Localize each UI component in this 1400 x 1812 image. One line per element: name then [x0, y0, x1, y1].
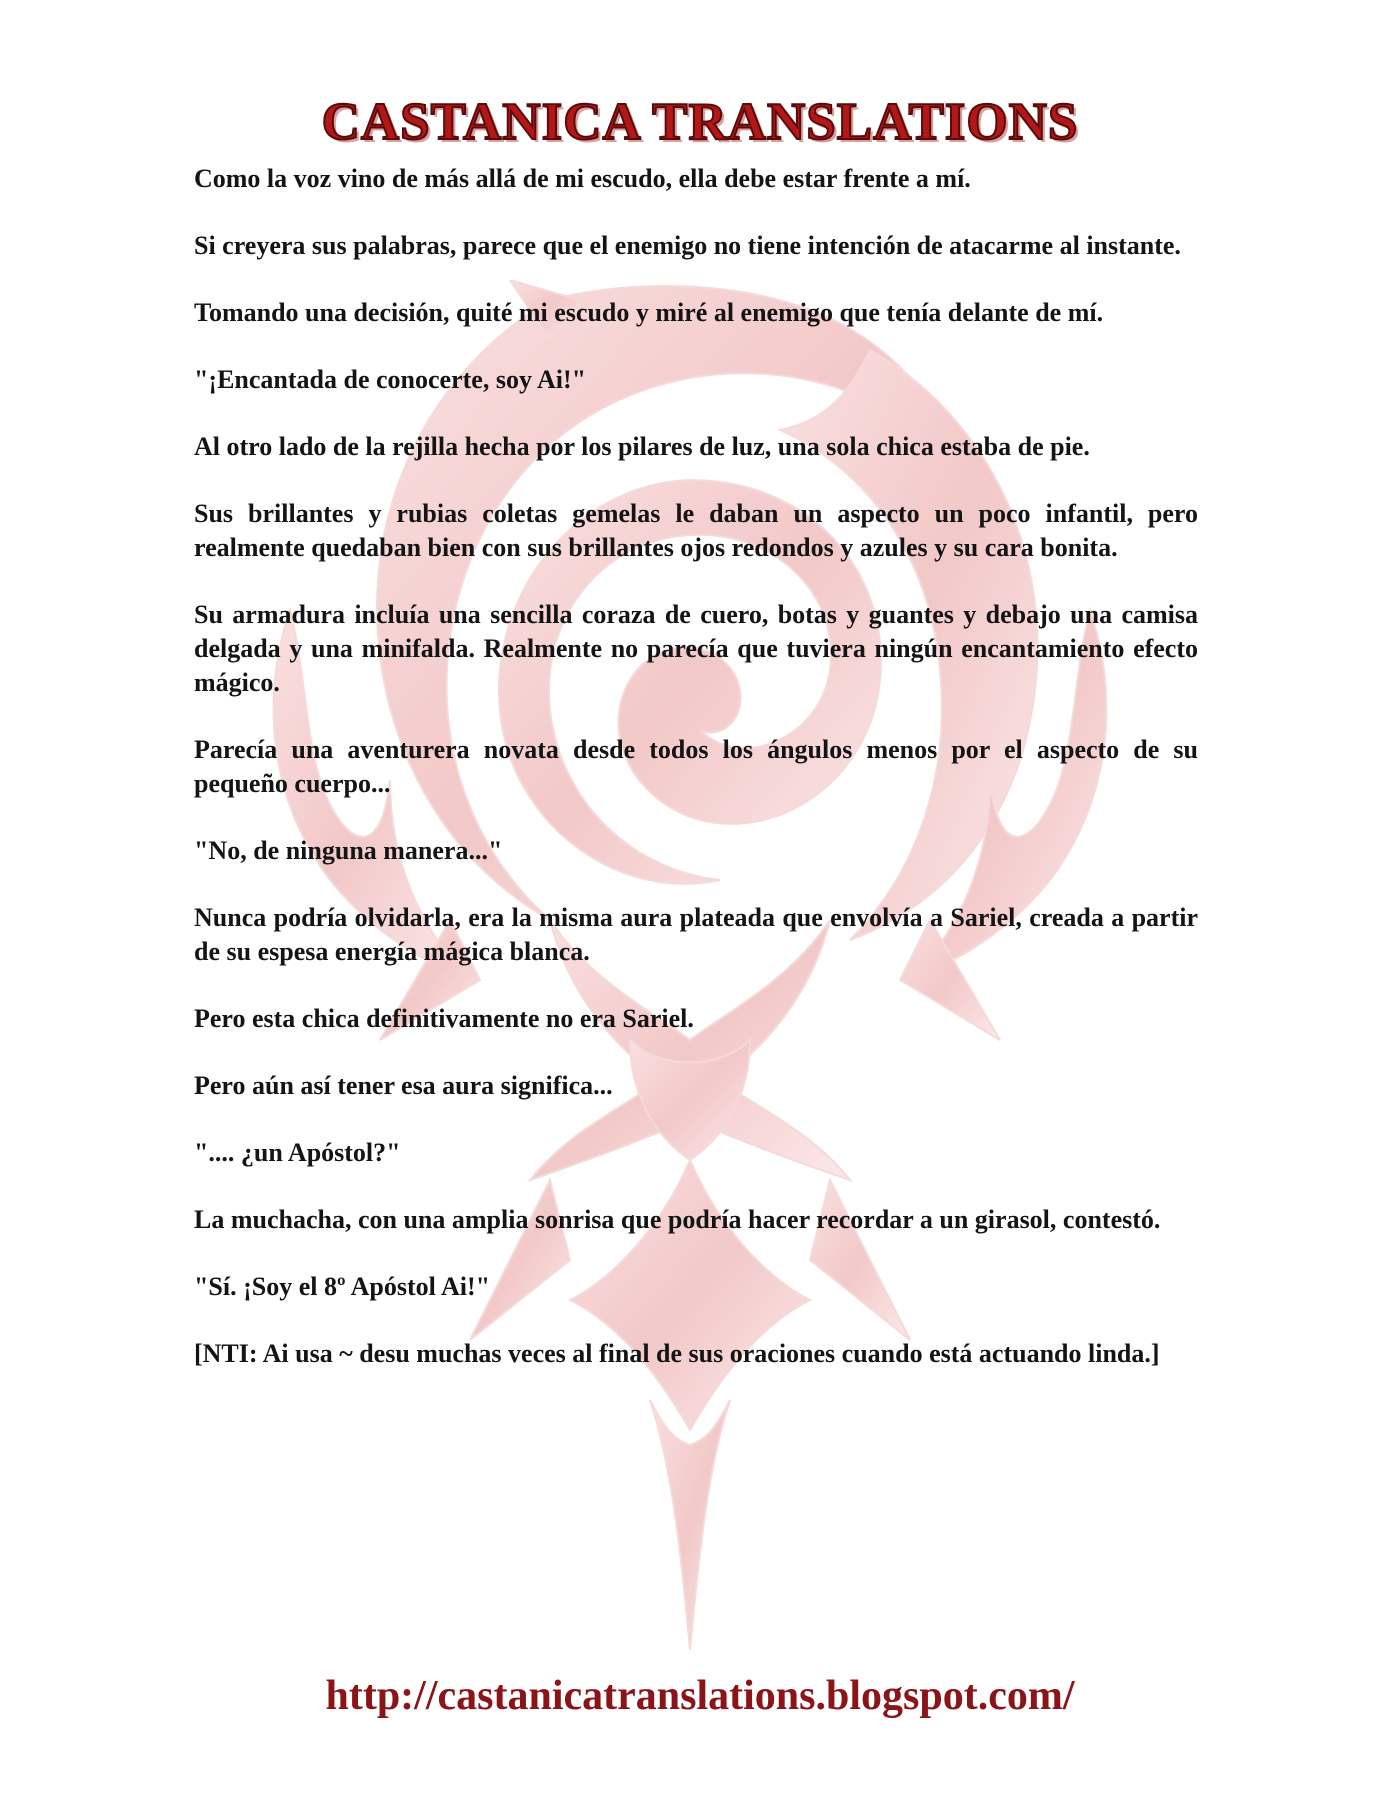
paragraph: Pero esta chica definitivamente no era Sariel. — [194, 1004, 694, 1033]
paragraph: Si creyera sus palabras, parece que el enemigo no tiene intención de atacarme al instante. — [194, 231, 1181, 260]
paragraph: "Sí. ¡Soy el 8º Apóstol Ai!" — [194, 1272, 491, 1301]
paragraph: ".... ¿un Apóstol?" — [194, 1138, 401, 1167]
paragraph: Su armadura incluía una sencilla coraza de cuero, botas y guantes y debajo una camisa delgada y una minifalda. Realmente no parecía que tuviera ningún encantamiento efecto mágico. — [194, 600, 1198, 697]
paragraph: Pero aún así tener esa aura significa... — [194, 1071, 613, 1100]
paragraph: Al otro lado de la rejilla hecha por los pilares de luz, una sola chica estaba de pie. — [194, 432, 1090, 461]
paragraph: Parecía una aventurera novata desde todos los ángulos menos por el aspecto de su pequeño cuerpo... — [194, 735, 1198, 798]
footer-url-link[interactable]: http://castanicatranslations.blogspot.com/ — [325, 1673, 1075, 1719]
translator-note: [NTI: Ai usa ~ desu muchas veces al final de sus oraciones cuando está actuando linda.] — [194, 1339, 1160, 1368]
paragraph: Tomando una decisión, quité mi escudo y miré al enemigo que tenía delante de mí. — [194, 298, 1104, 327]
site-title: CASTANICA TRANSLATIONS — [321, 93, 1079, 151]
paragraph: La muchacha, con una amplia sonrisa que podría hacer recordar a un girasol, contestó. — [194, 1205, 1161, 1234]
paragraph: Sus brillantes y rubias coletas gemelas le daban un aspecto un poco infantil, pero realmente quedaban bien con sus brillantes ojos redondos y azules y su cara bonita. — [194, 499, 1198, 562]
paragraph: "¡Encantada de conocerte, soy Ai!" — [194, 365, 587, 394]
chapter-text — [194, 162, 1198, 1404]
paragraph: Nunca podría olvidarla, era la misma aura plateada que envolvía a Sariel, creada a partir de su espesa energía mágica blanca. — [194, 903, 1198, 966]
paragraph: "No, de ninguna manera..." — [194, 836, 503, 865]
paragraph: Como la voz vino de más allá de mi escudo, ella debe estar frente a mí. — [194, 164, 971, 193]
